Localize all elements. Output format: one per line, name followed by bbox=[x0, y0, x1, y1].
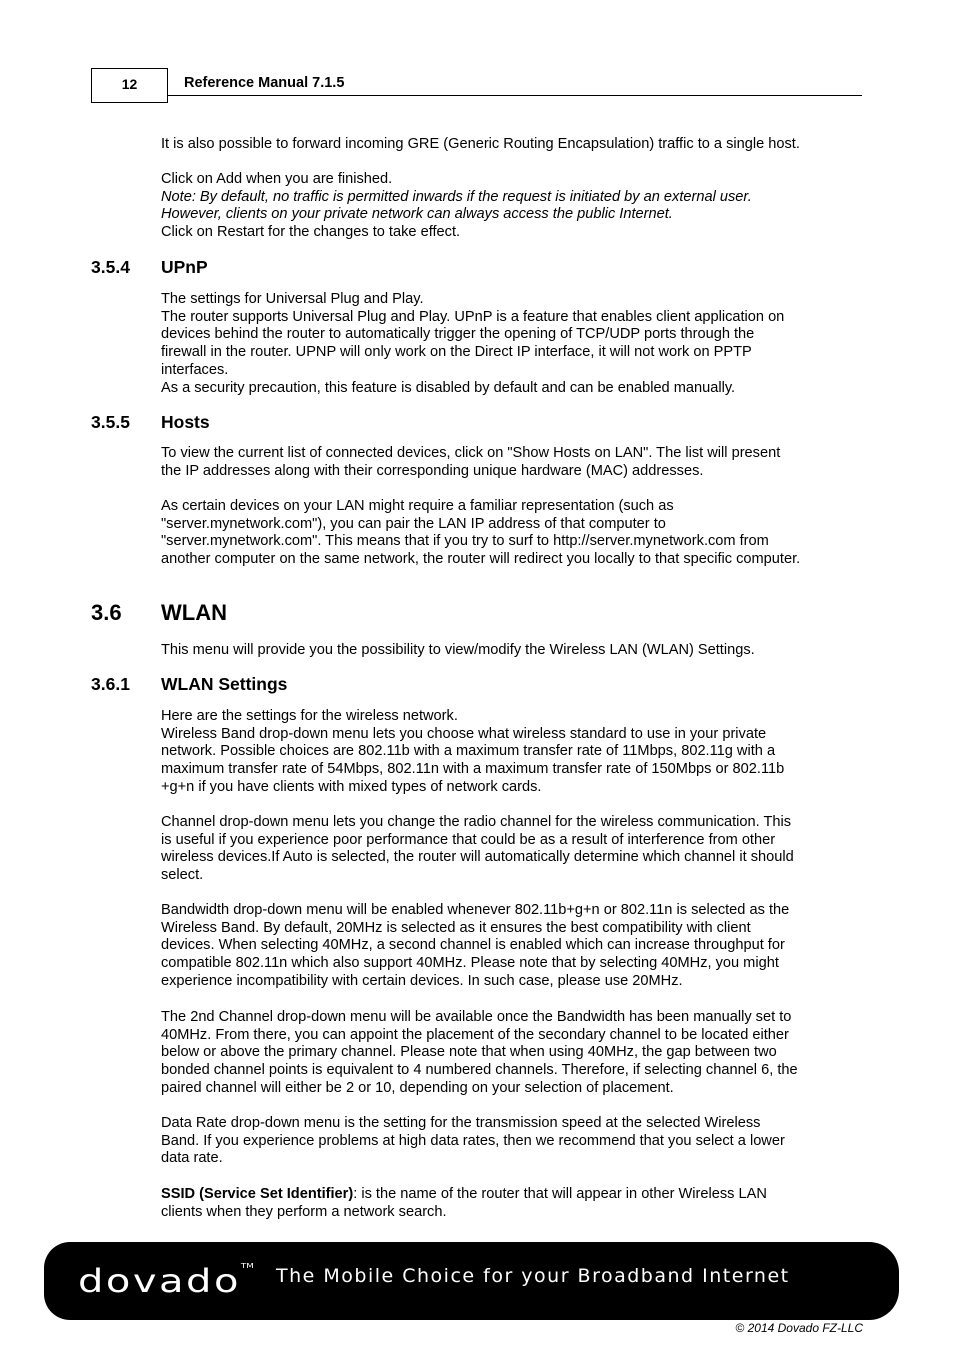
text-line: Band. If you experience problems at high data rates, then we recommend that you select a lower bbox=[161, 1132, 785, 1149]
chapter-number: 3.6 bbox=[91, 600, 122, 625]
text-line: data rate. bbox=[161, 1150, 223, 1167]
text-line: The 2nd Channel drop-down menu will be available once the Bandwidth has been manually set to bbox=[161, 1009, 792, 1025]
section-title: WLAN Settings bbox=[161, 674, 288, 694]
text-line: interfaces. bbox=[161, 361, 229, 378]
gre-line: It is also possible to forward incoming GRE (Generic Routing Encapsulation) traffic to a single host. bbox=[161, 136, 800, 152]
section-number: 3.5.5 bbox=[91, 412, 130, 432]
text-line: devices. When selecting 40MHz, a second channel is enabled which can increase throughput for bbox=[161, 937, 785, 954]
text-line: +g+n if you have clients with mixed types of network cards. bbox=[161, 778, 542, 795]
text-line: Wireless Band. By default, 20MHz is selected as it ensures the best compatibility with client bbox=[161, 919, 751, 936]
logo-text: dovado bbox=[78, 1262, 241, 1300]
chapter-title: WLAN bbox=[161, 600, 227, 625]
data-rate-paragraph bbox=[161, 1115, 866, 1168]
text-line: Here are the settings for the wireless network. bbox=[161, 708, 458, 724]
text-line: maximum transfer rate of 54Mbps, 802.11n with a maximum transfer rate of 150Mbps or 802.11b bbox=[161, 761, 785, 778]
manual-title: Reference Manual 7.1.5 bbox=[184, 75, 345, 91]
text-line: To view the current list of connected devices, click on "Show Hosts on LAN". The list will present bbox=[161, 445, 781, 461]
hosts-paragraph bbox=[161, 498, 866, 569]
text-line: network. Possible choices are 802.11b with a maximum transfer rate of 11Mbps, 802.11g with a bbox=[161, 743, 776, 760]
header-rule bbox=[168, 95, 862, 96]
text-line: clients when they perform a network search. bbox=[161, 1203, 447, 1220]
bandwidth-paragraph bbox=[161, 902, 866, 991]
note-line: However, clients on your private network can always access the public Internet. bbox=[161, 206, 673, 223]
text-line: The router supports Universal Plug and Play. UPnP is a feature that enables client application on bbox=[161, 308, 785, 325]
text-line: Data Rate drop-down menu is the setting for the transmission speed at the selected Wireless bbox=[161, 1115, 761, 1131]
text-line: Bandwidth drop-down menu will be enabled whenever 802.11b+g+n or 802.11n is selected as the bbox=[161, 902, 790, 918]
section-title: Hosts bbox=[161, 412, 210, 432]
text-line: "server.mynetwork.com". This means that if you try to surf to http://server.mynetwork.com from bbox=[161, 533, 769, 550]
hosts-paragraph bbox=[161, 445, 866, 480]
upnp-paragraph bbox=[161, 291, 866, 397]
text-line: experience incompatibility with certain devices. In such case, please use 20MHz. bbox=[161, 972, 683, 989]
footer-banner bbox=[44, 1242, 899, 1320]
text-line: 40MHz. From there, you can appoint the placement of the secondary channel to be located either bbox=[161, 1026, 789, 1043]
channel-paragraph bbox=[161, 814, 866, 885]
note-line: Note: By default, no traffic is permitted inwards if the request is initiated by an external user. bbox=[161, 188, 752, 205]
copyright: © 2014 Dovado FZ-LLC bbox=[735, 1321, 863, 1335]
text-line: Channel drop-down menu lets you change the radio channel for the wireless communication. This bbox=[161, 814, 792, 830]
text-line: As certain devices on your LAN might require a familiar representation (such as bbox=[161, 498, 674, 514]
second-channel-paragraph bbox=[161, 1009, 866, 1098]
section-number: 3.5.4 bbox=[91, 257, 130, 277]
text-line: As a security precaution, this feature is disabled by default and can be enabled manually. bbox=[161, 379, 736, 396]
gre-paragraph bbox=[161, 136, 866, 154]
page-number: 12 bbox=[91, 68, 168, 103]
text-line: wireless devices.If Auto is selected, the router will automatically determine which channel it should bbox=[161, 849, 794, 866]
ssid-term: SSID (Service Set Identifier) bbox=[161, 1186, 354, 1202]
text-line: another computer on the same network, the router will redirect you locally to that specific computer. bbox=[161, 551, 801, 568]
text-line: firewall in the router. UPNP will only work on the Direct IP interface, it will not work on PPTP bbox=[161, 344, 752, 361]
tagline: The Mobile Choice for your Broadband Internet bbox=[276, 1265, 790, 1287]
add-line: Click on Add when you are finished. bbox=[161, 171, 393, 187]
text-line: is useful if you experience poor performance that could be as a result of interference from other bbox=[161, 831, 776, 848]
wireless-band-paragraph bbox=[161, 708, 866, 797]
text-line: bonded channel points is equivalent to 4 numbered channels. Therefore, if selecting channel 6, the bbox=[161, 1062, 798, 1079]
text-line: the IP addresses along with their corresponding unique hardware (MAC) addresses. bbox=[161, 462, 704, 479]
text-line bbox=[161, 1186, 866, 1204]
ssid-description: : is the name of the router that will appear in other Wireless LAN bbox=[353, 1186, 767, 1202]
text-line: This menu will provide you the possibility to view/modify the Wireless LAN (WLAN) Settings. bbox=[161, 642, 755, 658]
dovado-logo bbox=[78, 1262, 254, 1300]
text-line: below or above the primary channel. Please note that when using 40MHz, the gap between two bbox=[161, 1044, 777, 1061]
restart-line: Click on Restart for the changes to take effect. bbox=[161, 224, 461, 241]
trademark-mark: TM bbox=[240, 1262, 254, 1270]
section-number: 3.6.1 bbox=[91, 674, 130, 694]
text-line: "server.mynetwork.com"), you can pair the LAN IP address of that computer to bbox=[161, 515, 666, 532]
text-line: The settings for Universal Plug and Play. bbox=[161, 291, 424, 307]
text-line: compatible 802.11n which also support 40MHz. Please note that by selecting 40MHz, you might bbox=[161, 955, 779, 972]
text-line: devices behind the router to automatically trigger the opening of TCP/UDP ports through the bbox=[161, 326, 755, 343]
add-note-paragraph bbox=[161, 171, 866, 242]
ssid-paragraph bbox=[161, 1186, 866, 1221]
text-line: Wireless Band drop-down menu lets you choose what wireless standard to use in your private bbox=[161, 725, 767, 742]
section-title: UPnP bbox=[161, 257, 208, 277]
text-line: select. bbox=[161, 867, 204, 884]
text-line: paired channel will either be 2 or 10, depending on your selection of placement. bbox=[161, 1079, 674, 1096]
wlan-intro bbox=[161, 642, 866, 660]
